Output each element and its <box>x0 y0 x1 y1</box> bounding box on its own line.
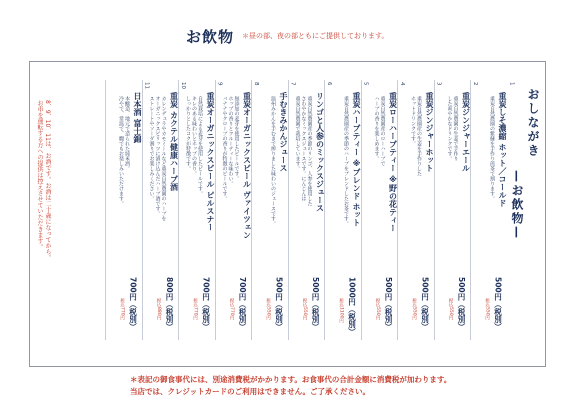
column-divider <box>105 80 106 340</box>
item-number: 3 <box>435 82 442 86</box>
item-price: 1000円（税別） <box>347 277 357 336</box>
item-tax-included: 税込550円 <box>265 298 271 321</box>
item-number: 1 <box>508 82 515 86</box>
item-name: 重炭ジンジャーホット <box>425 92 434 172</box>
item-number: 9 <box>216 82 223 86</box>
item-description: 重炭自然農園の紫蘇を手作り煎茶で割ります。 <box>489 96 495 201</box>
item-tax-included: 税込770円 <box>119 298 125 321</box>
item-price: 500円（税別） <box>311 277 320 331</box>
item-tax-included: 税込770円 <box>229 298 234 321</box>
alcohol-note-1: 8、9、10、11は、お酒です。お酒は二十歳になってから。 <box>44 100 51 261</box>
item-name: 重炭オーガニックスビール ヴァイツェン <box>242 92 252 239</box>
page-title: お飲物 <box>186 28 235 46</box>
menu-subheading: —お飲物— <box>510 170 524 240</box>
item-price: 500円（税別） <box>420 277 430 331</box>
item-number: 2 <box>472 82 478 86</box>
item-price: 500円（税別） <box>457 277 466 331</box>
item-number: 8 <box>253 82 259 86</box>
header <box>0 0 577 60</box>
item-description: した爽やかなドリンクです。 <box>446 96 453 161</box>
tax-notice: ＊表記の御食事代には、別途消費税がかかります。お食事代の合計金額に消費税が加わります。 <box>130 375 452 384</box>
menu-heading: おしながき <box>526 88 540 158</box>
item-description: ハーブの香りを楽しめます。 <box>373 96 380 161</box>
item-description: 無添加の麦芽を使用したビールです。 <box>233 96 240 181</box>
alcohol-note-2: お車を運転する方への提供は控えさせていただきます。 <box>36 100 43 250</box>
item-description: しっかりとしたコクが特徴です。 <box>185 96 191 171</box>
item-description: バナナやクローブの香りが特徴のビールです。 <box>221 96 228 201</box>
item-description: ホップの香りとフルーティーな味わい。 <box>227 96 234 186</box>
item-name: リンゴと人参のミックスジュース <box>315 92 325 212</box>
item-price: 700円（税別） <box>128 277 138 331</box>
item-number: 7 <box>289 82 296 86</box>
item-price: 700円（税別） <box>201 277 211 331</box>
item-number: 5 <box>362 82 369 86</box>
item-number: 6 <box>326 82 332 86</box>
credit-card-notice: 当店では、クレジットカードのご利用はできません。ご了承ください。 <box>130 387 371 396</box>
item-name: 重炭ハーブティー ※ブレンド ホット <box>352 92 361 227</box>
item-price: 700円（税別） <box>238 277 247 331</box>
item-description: 本醸造、地元で造られた純米酒。 <box>124 96 130 171</box>
item-description: 重炭自然農園産のローハーブで <box>379 96 386 166</box>
item-number: 10 <box>180 82 186 89</box>
item-description: 重炭自然農園の生姜で手作り <box>452 96 459 161</box>
item-description: ホットドリンクです。 <box>410 96 416 146</box>
item-number: 4 <box>399 82 405 86</box>
item-description: 重炭自然農園産の季節のリンゴ、人参を使用した <box>306 96 313 206</box>
item-name: 重炭 カクテル健康ハーブ酒 <box>169 92 179 191</box>
item-price: 800円（税別） <box>165 277 174 331</box>
item-name: 手むきみかんジュース <box>279 92 288 172</box>
item-description: ストレートやソーダ割りでお楽しみください。 <box>148 96 155 201</box>
item-description: 重炭自然農園産の季節のハーブをブレンドしたお茶です。 <box>343 96 349 226</box>
item-description: カレンデュラやカモミールなど重炭自然農園のハーブを <box>160 96 167 221</box>
item-tax-included: 税込550円 <box>375 298 380 321</box>
item-tax-included: 税込770円 <box>192 298 198 321</box>
item-name: 重炭ジンジャーエール <box>461 92 471 172</box>
item-description: 冷やで、常温で、燗でもお楽しみいただけます。 <box>118 96 124 206</box>
item-name: 重炭ローハーブティー ※野の花ティー <box>388 92 398 232</box>
item-price: 500円（税別） <box>493 277 503 331</box>
item-price: 500円（税別） <box>384 277 393 331</box>
item-description: オーガニックスピリッツに漬け込んだハーブ酒です。 <box>154 96 161 216</box>
item-tax-included: 税込550円 <box>302 298 307 321</box>
item-price: 500円（税別） <box>274 277 284 331</box>
item-name: 重炭しそ濃縮 ホット／コールド <box>498 92 507 207</box>
item-description: キレのある味わいとホップの香り。 <box>191 96 197 176</box>
item-tax-included: 税込550円 <box>411 298 417 321</box>
item-description: さわやかなミックスジュースです。にんじんは <box>300 96 307 201</box>
item-description: 重炭自然農園で栽培しています。 <box>294 96 301 171</box>
item-description: 重炭自然農園産の生姜を手作りした <box>416 96 422 176</box>
item-tax-included: 税込1100円 <box>338 298 344 323</box>
item-description: 温州みかんを手むきで搾りました味わいのジュースです。 <box>270 96 276 226</box>
header-note: ＊昼の部、夜の部ともにご提供しております。 <box>242 32 389 40</box>
item-tax-included: 税込550円 <box>448 298 453 321</box>
item-name: 日本酒 富士錦 <box>133 92 142 143</box>
item-tax-included: 税込550円 <box>484 298 490 321</box>
item-tax-included: 税込880円 <box>156 298 161 321</box>
item-description: 自然栽培による麦芽を使用したビールです。 <box>197 96 203 196</box>
item-name: 重炭オーガニックスビール ピルスナー <box>206 92 215 231</box>
item-number: 11 <box>143 82 150 89</box>
